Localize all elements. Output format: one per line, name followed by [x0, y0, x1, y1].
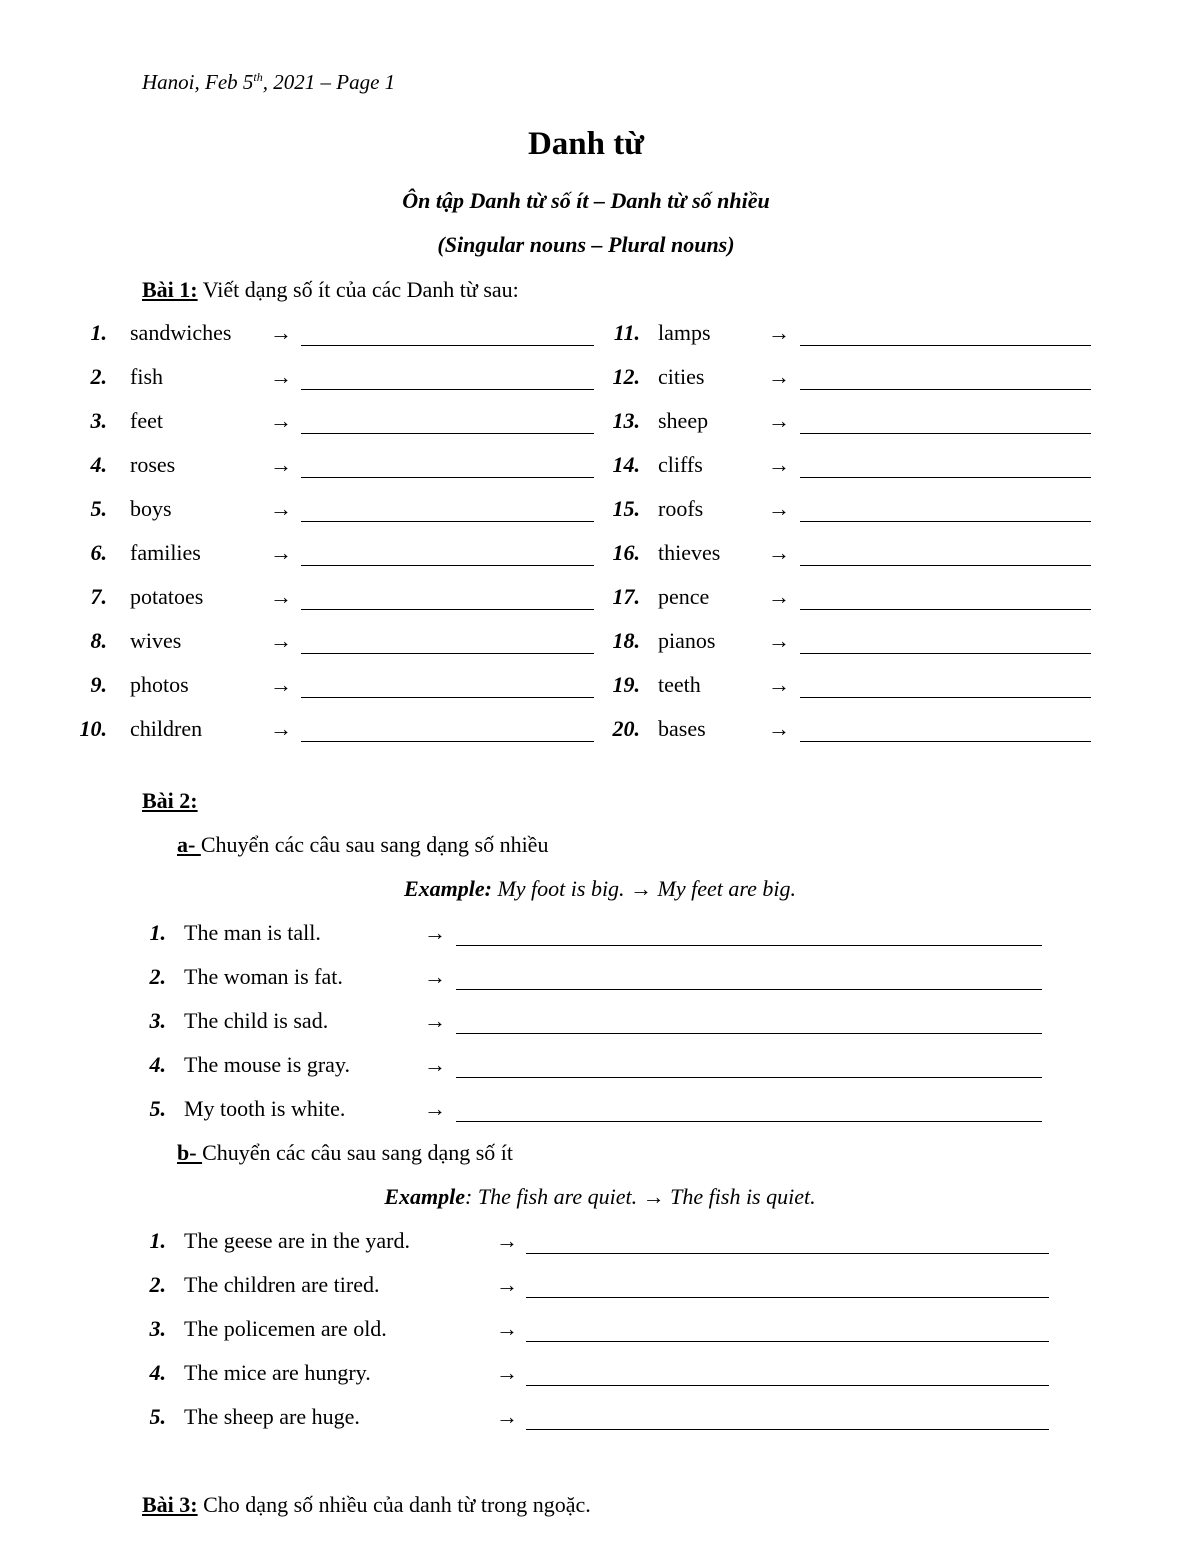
arrow-icon: →	[768, 628, 790, 653]
ex1-item-word: pianos	[658, 628, 716, 653]
ex1-item-number: 13.	[612, 408, 640, 433]
sentence-text: My tooth is white.	[184, 1096, 346, 1121]
ex2a-heading	[177, 832, 548, 858]
arrow-icon: →	[424, 1008, 446, 1033]
answer-blank[interactable]	[800, 741, 1091, 742]
answer-blank[interactable]	[301, 521, 594, 522]
ex1-item-word: feet	[130, 408, 163, 433]
answer-blank[interactable]	[301, 609, 594, 610]
ex2a-label: a-	[177, 832, 201, 857]
ex1-item-word: cliffs	[658, 452, 703, 477]
ex1-item-number: 1.	[90, 320, 107, 345]
page-title: Danh từ	[527, 126, 645, 162]
answer-blank[interactable]	[800, 433, 1091, 434]
answer-blank[interactable]	[301, 697, 594, 698]
sentence-number: 1.	[149, 920, 166, 945]
arrow-icon: →	[496, 1228, 518, 1253]
ex2b-heading	[177, 1140, 513, 1166]
arrow-icon: →	[270, 364, 292, 389]
subtitle-vietnamese: Ôn tập Danh từ số ít – Danh từ số nhiều	[402, 188, 770, 213]
answer-blank[interactable]	[456, 1033, 1042, 1034]
ex1-item-word: wives	[130, 628, 182, 653]
ex1-item-number: 6.	[90, 540, 107, 565]
sentence-text: The mouse is gray.	[184, 1052, 350, 1077]
ex1-item-number: 7.	[90, 584, 107, 609]
answer-blank[interactable]	[301, 433, 594, 434]
answer-blank[interactable]	[526, 1341, 1049, 1342]
ex1-item-word: families	[130, 540, 201, 565]
sentence-text: The policemen are old.	[184, 1316, 387, 1341]
ex2-label: Bài 2:	[142, 788, 198, 813]
sentence-text: The man is tall.	[184, 920, 321, 945]
ex1-item-number: 4.	[90, 452, 107, 477]
ex1-item-number: 20.	[612, 716, 640, 741]
arrow-icon: →	[270, 540, 292, 565]
subtitle-english: (Singular nouns – Plural nouns)	[437, 232, 735, 257]
ex1-item-word: fish	[130, 364, 163, 389]
arrow-icon: →	[768, 496, 790, 521]
ex1-item-word: pence	[658, 584, 710, 609]
ex1-item-number: 5.	[90, 496, 107, 521]
ex1-item-number: 10.	[79, 716, 107, 741]
sentence-text: The geese are in the yard.	[184, 1228, 410, 1253]
ex2b-example: Example: The fish are quiet. → The fish is quiet.	[384, 1184, 816, 1209]
arrow-icon: →	[496, 1316, 518, 1341]
ex1-item-number: 14.	[612, 452, 640, 477]
arrow-icon: →	[270, 408, 292, 433]
arrow-icon: →	[496, 1404, 518, 1429]
ex2a-example: Example: My foot is big. → My feet are big.	[403, 876, 797, 901]
answer-blank[interactable]	[526, 1429, 1049, 1430]
arrow-icon: →	[496, 1360, 518, 1385]
sentence-text: The woman is fat.	[184, 964, 343, 989]
arrow-icon: →	[270, 452, 292, 477]
answer-blank[interactable]	[456, 945, 1042, 946]
arrow-icon: →	[270, 320, 292, 345]
arrow-icon: →	[424, 1052, 446, 1077]
ex1-item-number: 2.	[90, 364, 107, 389]
arrow-icon: →	[424, 920, 446, 945]
arrow-icon: →	[768, 408, 790, 433]
arrow-icon: →	[496, 1272, 518, 1297]
answer-blank[interactable]	[456, 989, 1042, 990]
ex1-item-number: 12.	[612, 364, 640, 389]
sentence-text: The children are tired.	[184, 1272, 380, 1297]
sentence-number: 5.	[149, 1096, 166, 1121]
arrow-icon: →	[768, 672, 790, 697]
ex1-item-word: roofs	[658, 496, 704, 521]
arrow-icon: →	[270, 716, 292, 741]
ex1-item-word: children	[130, 716, 203, 741]
ex1-item-number: 19.	[612, 672, 640, 697]
answer-blank[interactable]	[526, 1297, 1049, 1298]
answer-blank[interactable]	[800, 345, 1091, 346]
answer-blank[interactable]	[456, 1077, 1042, 1078]
ex1-label: Bài 1:	[142, 277, 198, 302]
arrow-icon: →	[768, 540, 790, 565]
arrow-icon: →	[768, 452, 790, 477]
sentence-number: 2.	[149, 1272, 166, 1297]
answer-blank[interactable]	[301, 741, 594, 742]
answer-blank[interactable]	[800, 477, 1091, 478]
answer-blank[interactable]	[301, 653, 594, 654]
ex2b-instruction: Chuyển các câu sau sang dạng số ít	[202, 1140, 514, 1165]
ex1-item-word: potatoes	[130, 584, 204, 609]
ex1-item-word: teeth	[658, 672, 701, 697]
sentence-number: 1.	[149, 1228, 166, 1253]
ex3-instruction: Cho dạng số nhiều của danh từ trong ngoặc.	[197, 1492, 591, 1517]
arrow-icon: →	[768, 716, 790, 741]
answer-blank[interactable]	[800, 653, 1091, 654]
arrow-icon: →	[768, 364, 790, 389]
ex1-item-number: 15.	[612, 496, 640, 521]
answer-blank[interactable]	[526, 1253, 1049, 1254]
arrow-icon: →	[270, 584, 292, 609]
ex1-item-number: 8.	[90, 628, 107, 653]
sentence-number: 3.	[149, 1008, 166, 1033]
answer-blank[interactable]	[526, 1385, 1049, 1386]
ex2a-instruction: Chuyển các câu sau sang dạng số nhiều	[200, 832, 549, 857]
ex1-item-word: thieves	[658, 540, 721, 565]
answer-blank[interactable]	[301, 345, 594, 346]
ex1-item-word: lamps	[658, 320, 711, 345]
answer-blank[interactable]	[800, 565, 1091, 566]
arrow-icon: →	[768, 584, 790, 609]
answer-blank[interactable]	[301, 477, 594, 478]
ex1-item-number: 9.	[90, 672, 107, 697]
page-header: Hanoi, Feb 5th, 2021 – Page 1	[142, 70, 396, 94]
ex1-item-number: 3.	[90, 408, 107, 433]
answer-blank[interactable]	[800, 521, 1091, 522]
ex1-heading	[142, 277, 519, 303]
sentence-number: 2.	[149, 964, 166, 989]
sentence-number: 3.	[149, 1316, 166, 1341]
arrow-icon: →	[424, 964, 446, 989]
sentence-text: The sheep are huge.	[184, 1404, 360, 1429]
ex2-heading	[142, 788, 198, 814]
ex3-heading	[142, 1492, 591, 1518]
ex1-item-word: photos	[130, 672, 189, 697]
arrow-icon: →	[424, 1096, 446, 1121]
ex1-item-number: 11.	[613, 320, 640, 345]
answer-blank[interactable]	[800, 609, 1091, 610]
ex1-item-word: roses	[130, 452, 176, 477]
answer-blank[interactable]	[800, 389, 1091, 390]
sentence-number: 4.	[149, 1052, 166, 1077]
arrow-icon: →	[270, 496, 292, 521]
arrow-icon: →	[270, 672, 292, 697]
arrow-icon: →	[768, 320, 790, 345]
answer-blank[interactable]	[456, 1121, 1042, 1122]
ex1-item-word: boys	[130, 496, 172, 521]
ex1-item-word: sheep	[658, 408, 709, 433]
ex1-item-word: cities	[658, 364, 705, 389]
sentence-number: 4.	[149, 1360, 166, 1385]
ex1-item-word: bases	[658, 716, 706, 741]
sentence-text: The child is sad.	[184, 1008, 329, 1033]
answer-blank[interactable]	[800, 697, 1091, 698]
sentence-text: The mice are hungry.	[184, 1360, 371, 1385]
answer-blank[interactable]	[301, 565, 594, 566]
ex1-item-number: 18.	[612, 628, 640, 653]
ex1-item-word: sandwiches	[130, 320, 232, 345]
arrow-icon: →	[270, 628, 292, 653]
ex1-item-number: 17.	[612, 584, 640, 609]
ex1-item-number: 16.	[612, 540, 640, 565]
sentence-number: 5.	[149, 1404, 166, 1429]
answer-blank[interactable]	[301, 389, 594, 390]
ex2b-label: b-	[177, 1140, 203, 1165]
ex3-label: Bài 3:	[142, 1492, 198, 1517]
ex1-instruction: Viết dạng số ít của các Danh từ sau:	[197, 277, 519, 302]
